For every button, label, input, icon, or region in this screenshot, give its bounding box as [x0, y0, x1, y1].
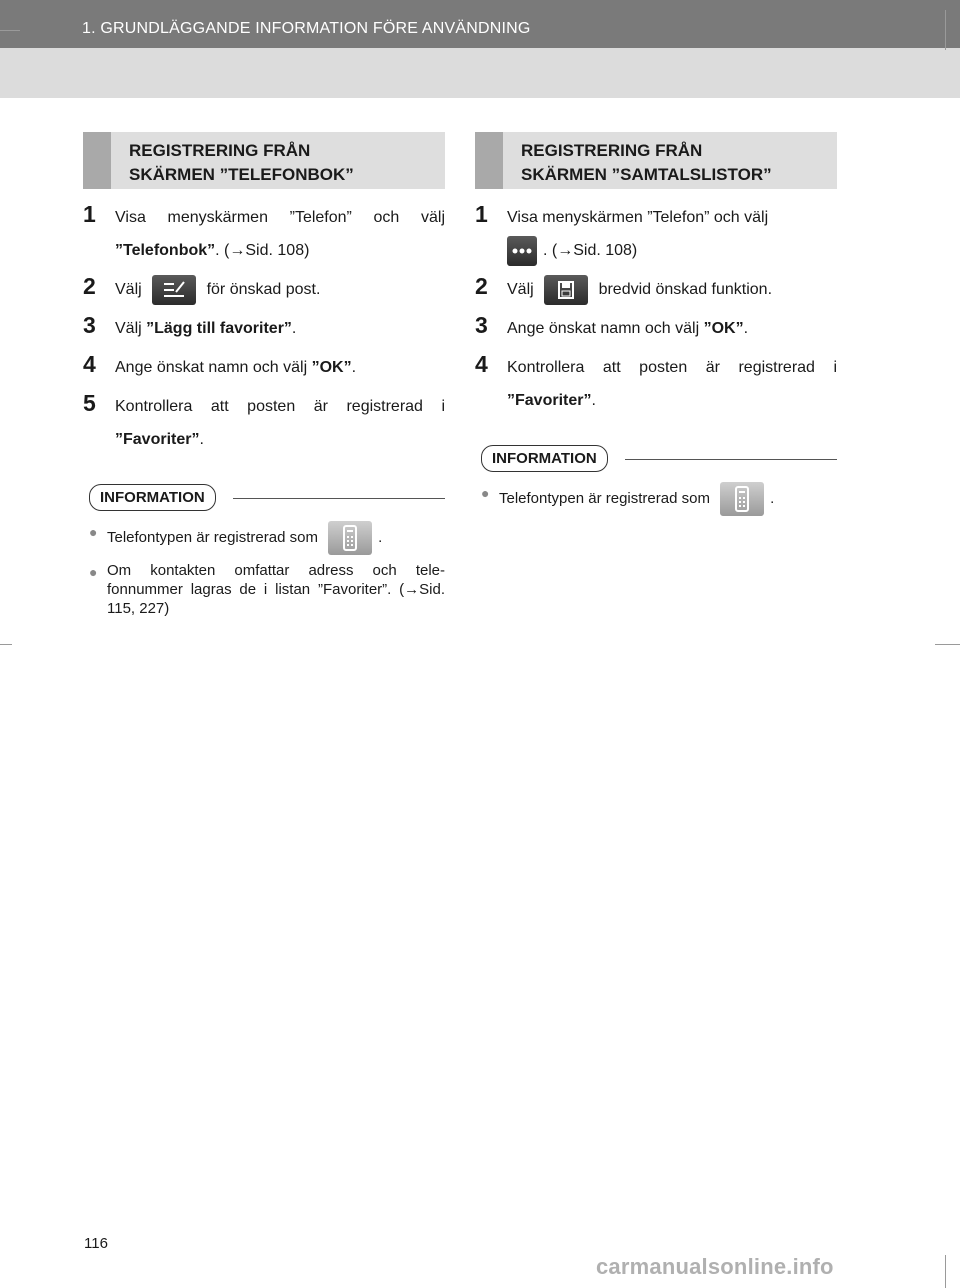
header-bar	[0, 0, 960, 48]
step-item: 1 Visa menyskärmen ”Telefon” och välj . (→Sid. 108)	[475, 201, 837, 267]
heading-line: SKÄRMEN ”TELEFONBOK”	[129, 165, 354, 184]
step-number: 5	[83, 390, 96, 416]
crop-mark	[945, 10, 946, 50]
page-number: 116	[84, 1235, 108, 1252]
crop-mark	[0, 30, 20, 31]
crop-mark	[945, 1255, 946, 1288]
heading-bar	[83, 132, 111, 189]
step-item: 4 Kontrollera att posten är registrerad i ”Favoriter”.	[475, 351, 837, 417]
step-number: 2	[475, 273, 488, 299]
information-list	[83, 521, 445, 618]
more-icon	[507, 236, 537, 266]
edit-icon	[152, 275, 196, 305]
step-number: 1	[83, 201, 96, 227]
menu-reference: ”OK”	[311, 359, 352, 376]
section-samtalslistor	[475, 132, 837, 522]
information-bullet: ● Om kontakten omfattar adress och tele-fonnummer lagras de i listan ”Favoriter”. (→Sid. 115, 227)	[89, 562, 445, 617]
bullet-icon: ●	[89, 524, 98, 540]
information-box	[475, 445, 837, 516]
step-item: 5 Kontrollera att posten är registrerad i ”Favoriter”.	[83, 390, 445, 456]
section-telefonbok	[83, 132, 445, 624]
mobile-phone-icon	[720, 482, 764, 516]
information-label: INFORMATION	[481, 445, 608, 472]
step-number: 3	[475, 312, 488, 338]
information-bullet: ● Telefontypen är registrerad som .	[475, 482, 837, 516]
step-item: 4 Ange önskat namn och välj ”OK”.	[83, 351, 445, 384]
section-heading	[475, 132, 837, 189]
menu-reference: ”Lägg till favoriter”	[146, 320, 292, 337]
menu-reference: ”Favoriter”	[115, 431, 200, 448]
bullet-icon: ●	[89, 564, 98, 580]
bullet-icon: ●	[481, 485, 490, 501]
information-label: INFORMATION	[89, 484, 216, 511]
information-list	[475, 482, 837, 516]
information-bullet: ● Telefontypen är registrerad som .	[83, 521, 445, 555]
step-list	[83, 201, 445, 456]
heading-line: SKÄRMEN ”SAMTALSLISTOR”	[521, 165, 772, 184]
section-heading	[83, 132, 445, 189]
menu-reference: ”Favoriter”	[507, 392, 592, 409]
step-number: 4	[475, 351, 488, 377]
information-box	[83, 484, 445, 618]
step-number: 3	[83, 312, 96, 338]
crop-mark	[0, 644, 12, 645]
step-item: 3 Välj ”Lägg till favoriter”.	[83, 312, 445, 345]
heading-line: REGISTRERING FRÅN	[521, 141, 703, 160]
step-number: 2	[83, 273, 96, 299]
step-list	[475, 201, 837, 417]
crop-mark	[935, 644, 960, 645]
step-item: 2 Välj bredvid önskad funktion.	[475, 273, 837, 306]
heading-line: REGISTRERING FRÅN	[129, 141, 311, 160]
information-rule	[625, 459, 837, 460]
step-item: 1 Visa menyskärmen ”Telefon” och välj ”Telefonbok”. (→Sid. 108)	[83, 201, 445, 267]
heading-bar	[475, 132, 503, 189]
save-icon	[544, 275, 588, 305]
watermark: carmanualsonline.info	[596, 1254, 834, 1279]
step-number: 1	[475, 201, 488, 227]
menu-reference: ”OK”	[703, 320, 744, 337]
header-band	[0, 48, 960, 98]
information-rule	[233, 498, 445, 499]
chapter-title: 1. GRUNDLÄGGANDE INFORMATION FÖRE ANVÄNDNING	[82, 20, 531, 37]
step-number: 4	[83, 351, 96, 377]
step-item: 2 Välj för önskad post.	[83, 273, 445, 306]
step-item: 3 Ange önskat namn och välj ”OK”.	[475, 312, 837, 345]
mobile-phone-icon	[328, 521, 372, 555]
menu-reference: ”Telefonbok”	[115, 242, 216, 259]
